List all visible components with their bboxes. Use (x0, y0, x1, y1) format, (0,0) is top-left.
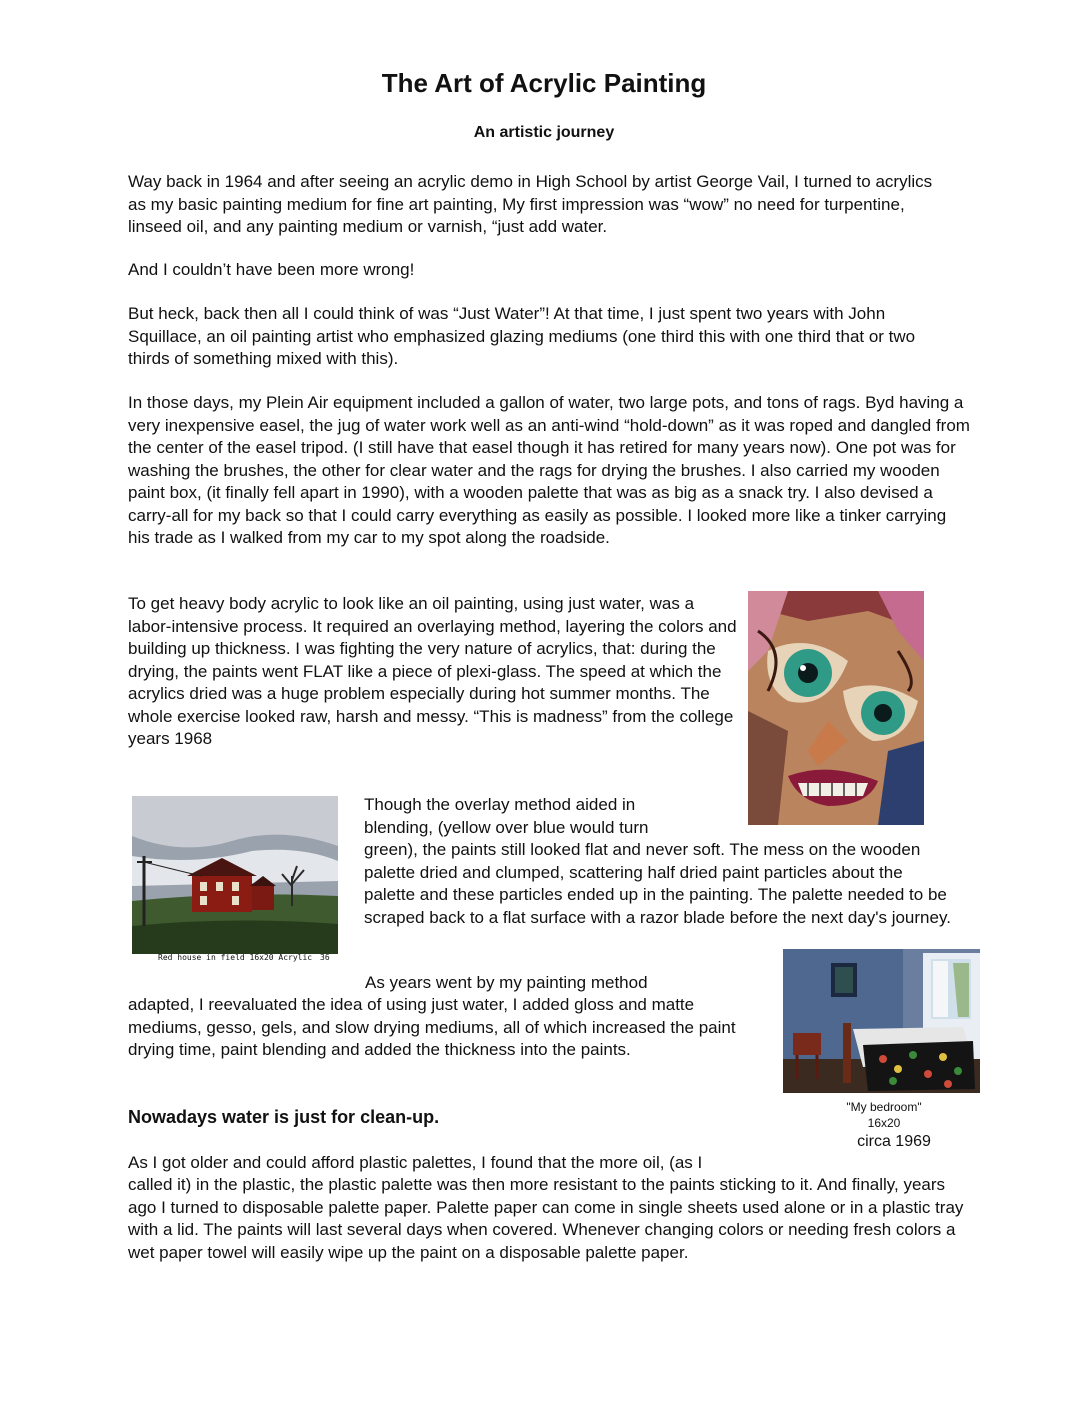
paragraph-overlay-start: Though the overlay method aided in blending, (yellow over blue would turn (364, 795, 649, 837)
paragraph-intro: Way back in 1964 and after seeing an acrylic demo in High School by artist George Vail, I turned to acrylics as my basic painting medium for fine art painting, My first impression was “wow” no need for turpentine, linseed oil, and any painting medium or varnish, “just add water. (128, 172, 933, 236)
section-heading-clean-up: Nowadays water is just for clean-up. (128, 1107, 440, 1127)
paragraph-years-rest: adapted, I reevaluated the idea of using just water, I added gloss and matte mediums, gesso, gels, and slow drying mediums, all of which increased the paint drying time, paint blending and added the thickness into the paints. (128, 995, 736, 1059)
paragraph-overlay-rest: green), the paints still looked flat and never soft. The mess on the wooden palette dried and clumped, scattering half dried paint particles about the palette and these particles ended up in the painting. The palette needed to be scraped back to a flat surface with a razor blade before the next day's journey. (364, 840, 951, 927)
red-house-painting-image (132, 796, 338, 964)
bedroom-caption-size: 16x20 (867, 1116, 901, 1130)
paragraph-wrong: And I couldn’t have been more wrong! (128, 260, 415, 279)
page-subtitle: An artistic journey (473, 124, 615, 141)
paragraph-heavy-body: To get heavy body acrylic to look like an oil painting, using just water, was a labor-intensive process. It required an overlaying method, layering the colors and building up thickness. I was fighting the very nature of acrylics, that: during the drying, the paints went FLAT like a piece of plexi-glass. The speed at which the acrylics dried was a huge problem especially during hot summer months. The whole exercise looked raw, harsh and messy. “This is madness” from the college years 1968 (128, 594, 737, 748)
bedroom-caption-date: circa 1969 (857, 1133, 931, 1150)
red-house-caption: Red house in field 16x20 Acrylic (158, 953, 313, 962)
paragraph-palettes-rest: called it) in the plastic, the plastic palette was then more resistant to the paints sticking to it. And finally, years ago I turned to disposable palette paper. Palette paper can come in single sheets used alone or in a plastic tray with a lid. The paints will last several days when covered. Whenever changing colors or needing fresh colors a wet paper towel will easily wipe up the paint on a disposable palette paper. (128, 1175, 964, 1262)
paragraph-just-water: But heck, back then all I could think of was “Just Water”! At that time, I just spent two years with John Squillace, an oil painting artist who emphasized glazing mediums (one third this with one third that or two thirds of something mixed with this). (128, 304, 916, 368)
paragraph-palettes-start: As I got older and could afford plastic palettes, I found that the more oil, (as I (128, 1153, 703, 1172)
paragraph-plein-air: In those days, my Plein Air equipment included a gallon of water, two large pots, and tons of rags. Byd having a very inexpensive easel, the jug of water work well as an anti-wind “hold-down” as it was roped and dangled from the center of the easel tripod. (I still have that easel though it has retired for many years now). One pot was for washing the brushes, the other for clear water and the rags for drying the brushes. I also carried my wooden paint box, (it finally fell apart in 1990), with a wooden palette that was as big as a snack try. I also devised a carry-all for my back so that I could carry everything as easily as possible. I looked more like a tinker carrying his trade as I walked from my car to my spot along the roadside. (128, 393, 970, 547)
bedroom-painting-image (783, 949, 980, 1093)
bedroom-caption-title: "My bedroom" (846, 1100, 922, 1114)
paragraph-years-start: As years went by my painting method (365, 973, 648, 992)
face-painting-image (748, 591, 924, 825)
red-house-number: 36 (320, 953, 330, 962)
page-title: The Art of Acrylic Painting (381, 68, 707, 98)
